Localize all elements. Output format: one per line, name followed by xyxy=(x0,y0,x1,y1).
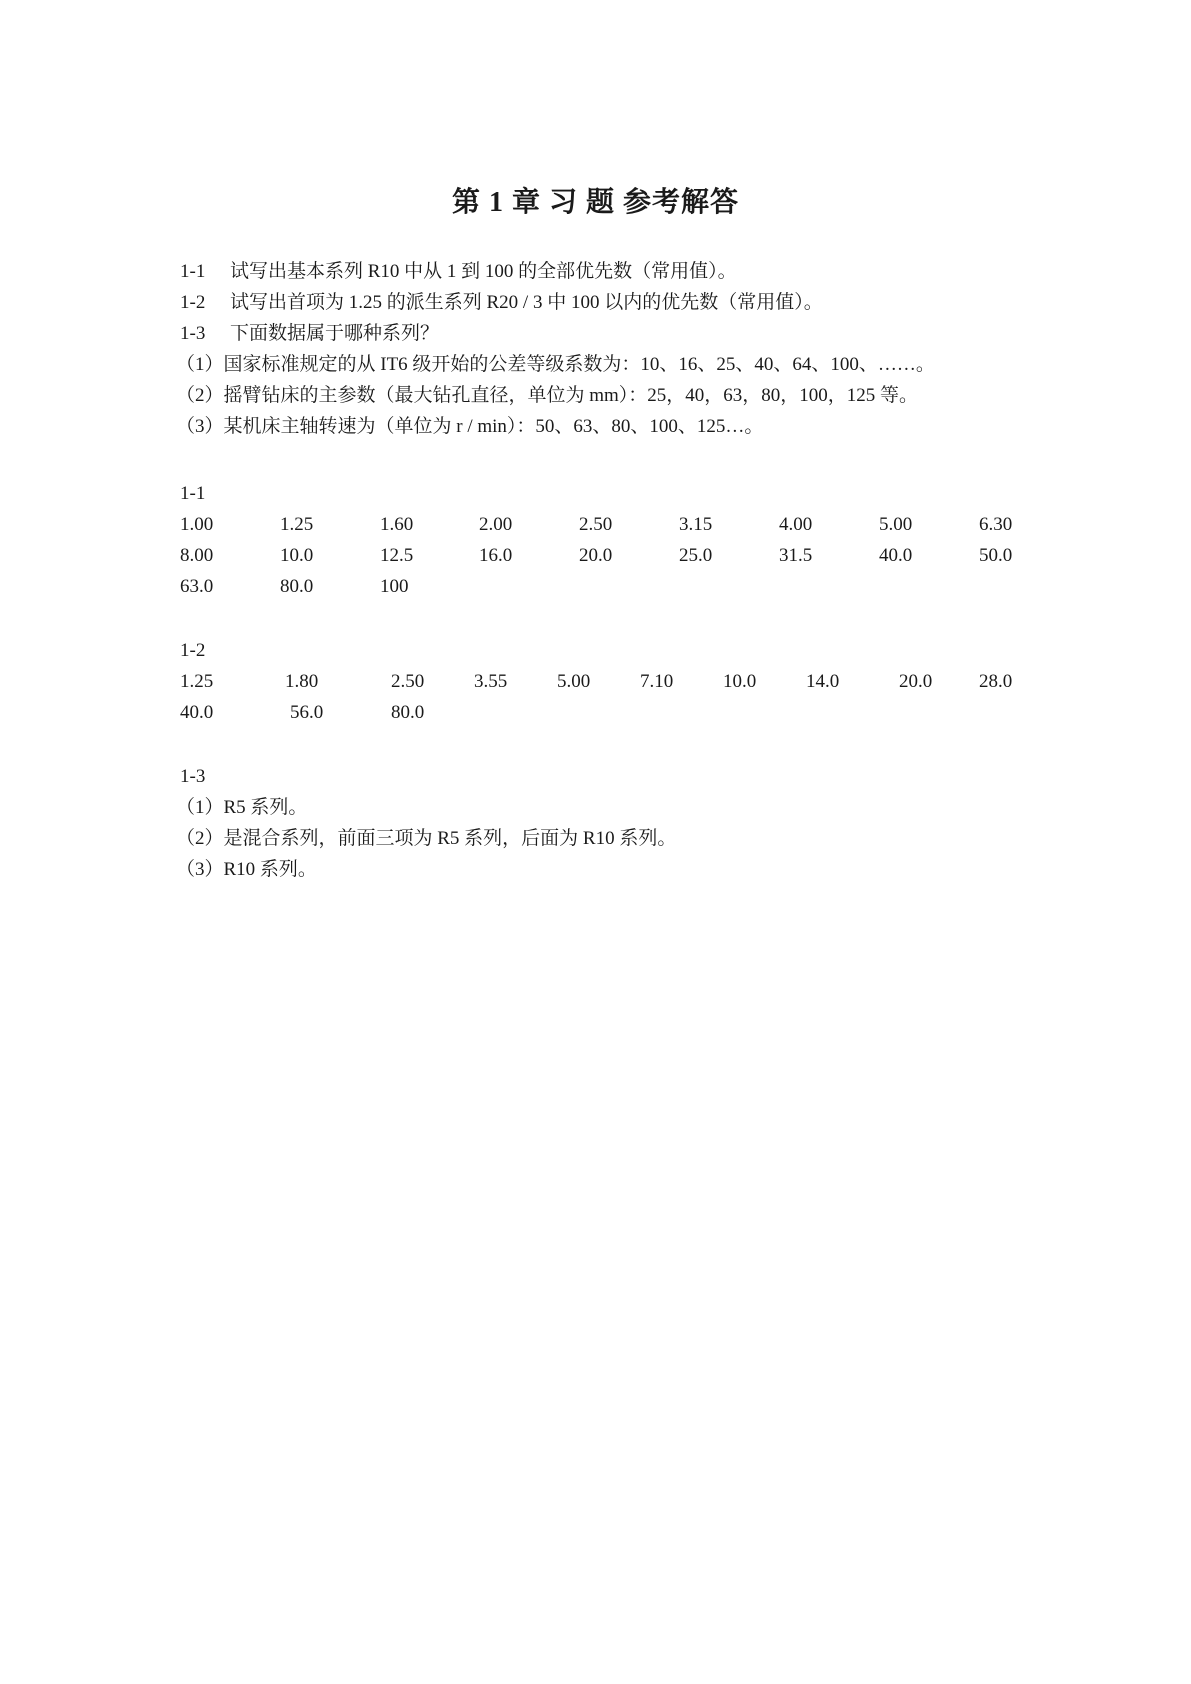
value-cell: 1.25 xyxy=(280,514,314,535)
value-cell: 56.0 xyxy=(290,702,324,723)
value-cell: 7.10 xyxy=(640,671,674,692)
value-cell: 1.25 xyxy=(180,671,214,692)
question-number: 1-1 xyxy=(180,261,206,282)
value-cell: 25.0 xyxy=(679,545,713,566)
value-cell: 8.00 xyxy=(180,545,214,566)
question-item xyxy=(180,256,1020,287)
value-row xyxy=(180,509,1020,540)
value-cell: 50.0 xyxy=(979,545,1013,566)
questions-section xyxy=(176,256,1020,442)
question-number: 1-2 xyxy=(180,292,206,313)
sub-question: （1）国家标准规定的从 IT6 级开始的公差等级系数为：10、16、25、40、64、100、……。 xyxy=(176,354,935,375)
value-row xyxy=(180,540,1020,571)
value-cell: 28.0 xyxy=(979,671,1013,692)
answer-1-2-section xyxy=(180,635,1020,728)
question-item xyxy=(180,318,1020,349)
value-cell: 80.0 xyxy=(391,702,425,723)
value-cell: 1.60 xyxy=(380,514,414,535)
value-cell: 63.0 xyxy=(180,576,214,597)
page-title: 第 1 章 习 题 参考解答 xyxy=(451,187,739,218)
value-cell: 20.0 xyxy=(579,545,613,566)
value-cell: 80.0 xyxy=(280,576,314,597)
answer-label: 1-2 xyxy=(180,640,206,661)
value-cell: 6.30 xyxy=(979,514,1013,535)
value-row xyxy=(180,666,1020,697)
question-text: 试写出基本系列 R10 中从 1 到 100 的全部优先数（常用值）。 xyxy=(230,261,737,282)
value-cell: 5.00 xyxy=(557,671,591,692)
value-cell: 3.55 xyxy=(474,671,508,692)
answer-1-3-section xyxy=(176,761,1020,885)
value-cell: 1.00 xyxy=(180,514,214,535)
value-cell: 31.5 xyxy=(779,545,813,566)
value-cell: 12.5 xyxy=(380,545,414,566)
value-cell: 16.0 xyxy=(479,545,513,566)
value-cell: 40.0 xyxy=(879,545,913,566)
answer-label: 1-1 xyxy=(180,483,206,504)
question-number: 1-3 xyxy=(180,323,206,344)
question-item xyxy=(180,287,1020,318)
answer-line: （2）是混合系列，前面三项为 R5 系列，后面为 R10 系列。 xyxy=(176,828,677,849)
value-cell: 10.0 xyxy=(280,545,314,566)
value-cell: 40.0 xyxy=(180,702,214,723)
value-cell: 1.80 xyxy=(285,671,319,692)
question-text: 下面数据属于哪种系列？ xyxy=(230,323,440,344)
answer-line: （1）R5 系列。 xyxy=(176,797,308,818)
value-row xyxy=(180,697,1020,728)
value-row xyxy=(180,571,1020,602)
value-cell: 2.50 xyxy=(391,671,425,692)
value-cell: 20.0 xyxy=(899,671,933,692)
value-cell: 4.00 xyxy=(779,514,813,535)
sub-question: （3）某机床主轴转速为（单位为 r / min）：50、63、80、100、125…。 xyxy=(176,416,764,437)
value-cell: 100 xyxy=(380,576,409,597)
sub-question: （2）摇臂钻床的主参数（最大钻孔直径，单位为 mm）：25，40，63，80，100，125 等。 xyxy=(176,385,919,406)
value-cell: 2.00 xyxy=(479,514,513,535)
question-text: 试写出首项为 1.25 的派生系列 R20 / 3 中 100 以内的优先数（常用值）。 xyxy=(230,292,823,313)
value-cell: 10.0 xyxy=(723,671,757,692)
value-cell: 2.50 xyxy=(579,514,613,535)
value-cell: 3.15 xyxy=(679,514,713,535)
value-cell: 5.00 xyxy=(879,514,913,535)
answer-label: 1-3 xyxy=(180,766,206,787)
answer-line: （3）R10 系列。 xyxy=(176,859,317,880)
answer-1-1-section xyxy=(180,478,1020,602)
value-cell: 14.0 xyxy=(806,671,840,692)
